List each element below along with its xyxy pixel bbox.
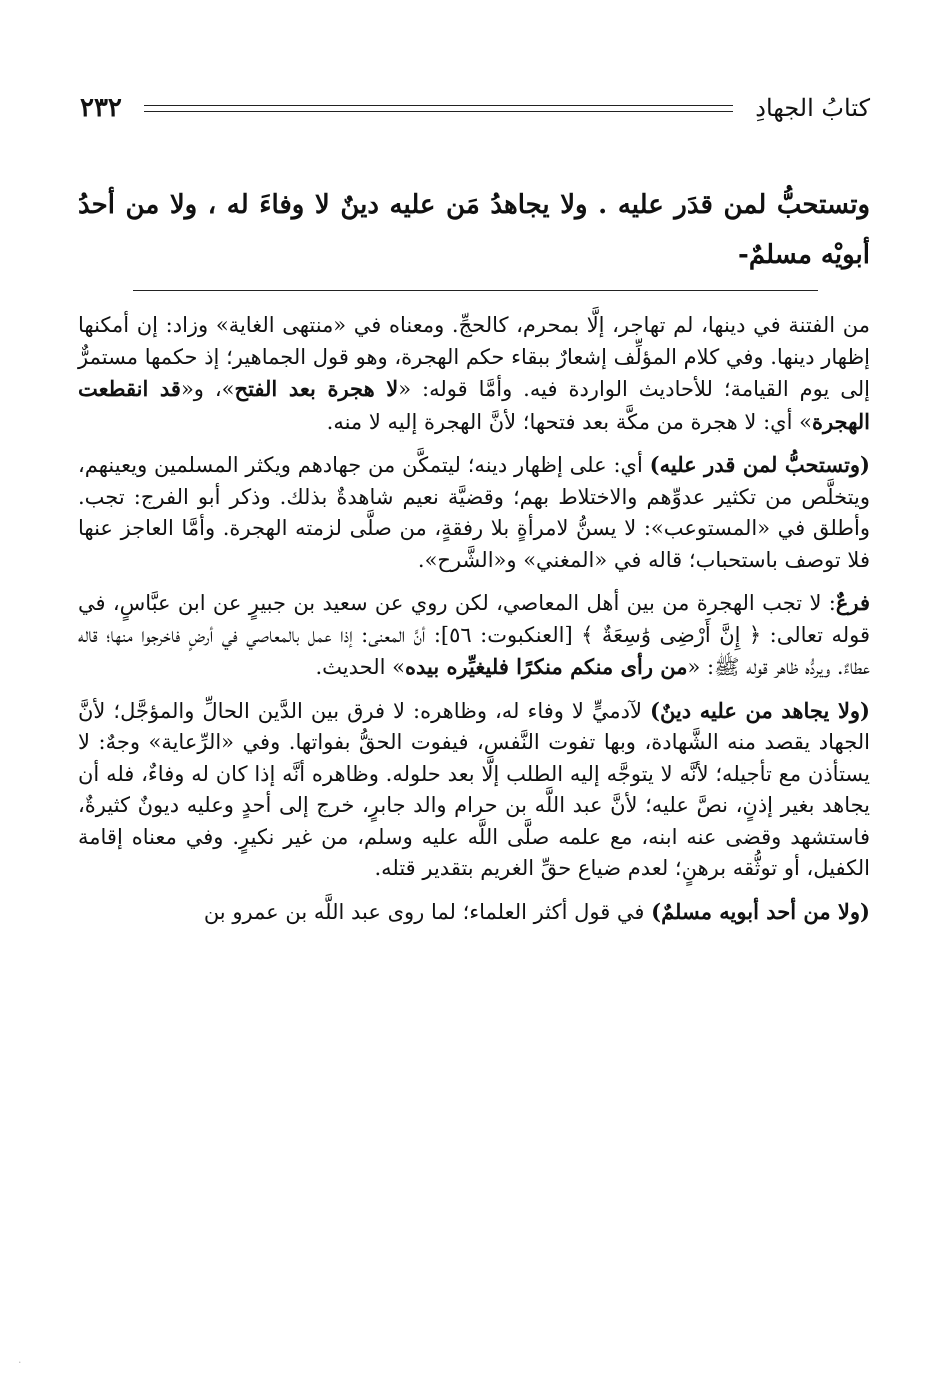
paragraph: من الفتنة في دينها، لم تهاجر، إلَّا بمحرم، كالحجِّ. ومعناه في «منتهى الغاية» وزاد: إن أمكنها إظهار دينها. وفي كلام المؤلِّف إشعارٌ ببقاء حكم الهجرة، وهو قول الجماهير؛ إذ حكمها مستمرٌّ إلى يوم القيامة؛ للأحاديث الواردة فيه. وأمَّا قوله: «لا هجرة بعد الفتح»، و«قد انقطعت الهجرة» أي: لا هجرة من مكَّة بعد فتحها؛ لأنَّ الهجرة إليه لا منه. [78,313,870,434]
header-rule [144,105,733,112]
paragraph: فرعٌ: لا تجب الهجرة من بين أهل المعاصي، لكن روي عن سعيد بن جبيرٍ عن ابن عبَّاسٍ، في قوله تعالى: ﴿ إِنَّ أَرْضِى وَٰسِعَةٌ ﴾ [العنكبوت: ٥٦]: أنَّ المعنى: إذا عمل بالمعاصي في أرضٍ فاخرجوا منها؛ قاله عطاءٌ. ويردُّه ظاهر قوله ﷺ: «من رأى منكم منكرًا فليغيِّره بيده» الحديث. [78,590,871,679]
corner-mark: · [18,1356,22,1369]
matn-text: وتستحبُّ لمن قدَر عليه . ولا يجاهدُ مَن عليه دينٌ لا وفاءَ له ، ولا من أحدُ أبويْه مسلمٌ- [78,190,870,270]
matn-quote: (ولا من أحد أبويه مسلمٌ) [651,898,870,924]
hadith-quote: من رأى منكم منكرًا فليغيِّره بيده [404,654,688,679]
page-number: ٢٣٢ [80,93,122,123]
page-header [80,88,870,128]
commentary [78,310,870,939]
paragraph: (ولا من أحد أبويه مسلمٌ) في قول أكثر العلماء؛ لما روى عبد اللَّه بن عمرو بن [203,898,870,924]
bold-quote: قد انقطعت الهجرة [78,376,870,434]
paragraph: (ولا يجاهد من عليه دينٌ) لآدميٍّ لا وفاء له، وظاهره: لا فرق بين الدَّين الحالِّ والمؤجَّل؛ لأنَّ الجهاد يقصد منه الشَّهادة، وبها تفوت النَّفس، فيفوت الحقُّ بفواتها. وفي «الرِّعاية» وجهٌ: لا يستأذن مع تأجيله؛ لأنَّه لا يتوجَّه إليه الطلب إلَّا بعد حلوله. وظاهره أنَّه إذا كان له وفاءٌ، فله أن يجاهد بغير إذنٍ، نصَّ عليه؛ لأنَّ عبد اللَّه بن حرام والد جابرٍ، خرج إلى أحدٍ وعليه ديونٌ كثيرةٌ، فاستشهد وقضى عنه ابنه، مع علمه صلَّى اللَّه عليه وسلم، من غير نكيرٍ. وفي معناه إقامة الكفيل، أو توثُّقه برهنٍ؛ لعدم ضياع حقِّ الغريم بتقدير قتله. [78,697,870,880]
bold-quote: لا هجرة بعد الفتح [234,376,399,401]
footnote-separator [133,290,818,291]
paragraph: (وتستحبُّ لمن قدر عليه) أي: على إظهار دينه؛ ليتمكَّن من جهادهم ويكثر المسلمين ويعينهم، ويتخلَّص من تكثير عدوِّهم والاختلاط بهم؛ وقضيَّة نعيم شاهدةٌ بذلك. وذكر أبو الفرج: تجب. وأطلق في «المستوعب»: لا يسنُّ لامرأةٍ بلا رفقةٍ، من صلَّى لزمته الهجرة. وأمَّا العاجز عنها فلا توصف باستحباب؛ قاله في «المغني» و«الشَّرح». [78,452,870,572]
matn-quote: (ولا يجاهد من عليه دينٌ) [650,697,870,723]
matn-quote: (وتستحبُّ لمن قدر عليه) [649,452,870,477]
chapter-title: كتابُ الجهادِ [755,94,870,122]
far-label: فرعٌ [835,590,870,615]
